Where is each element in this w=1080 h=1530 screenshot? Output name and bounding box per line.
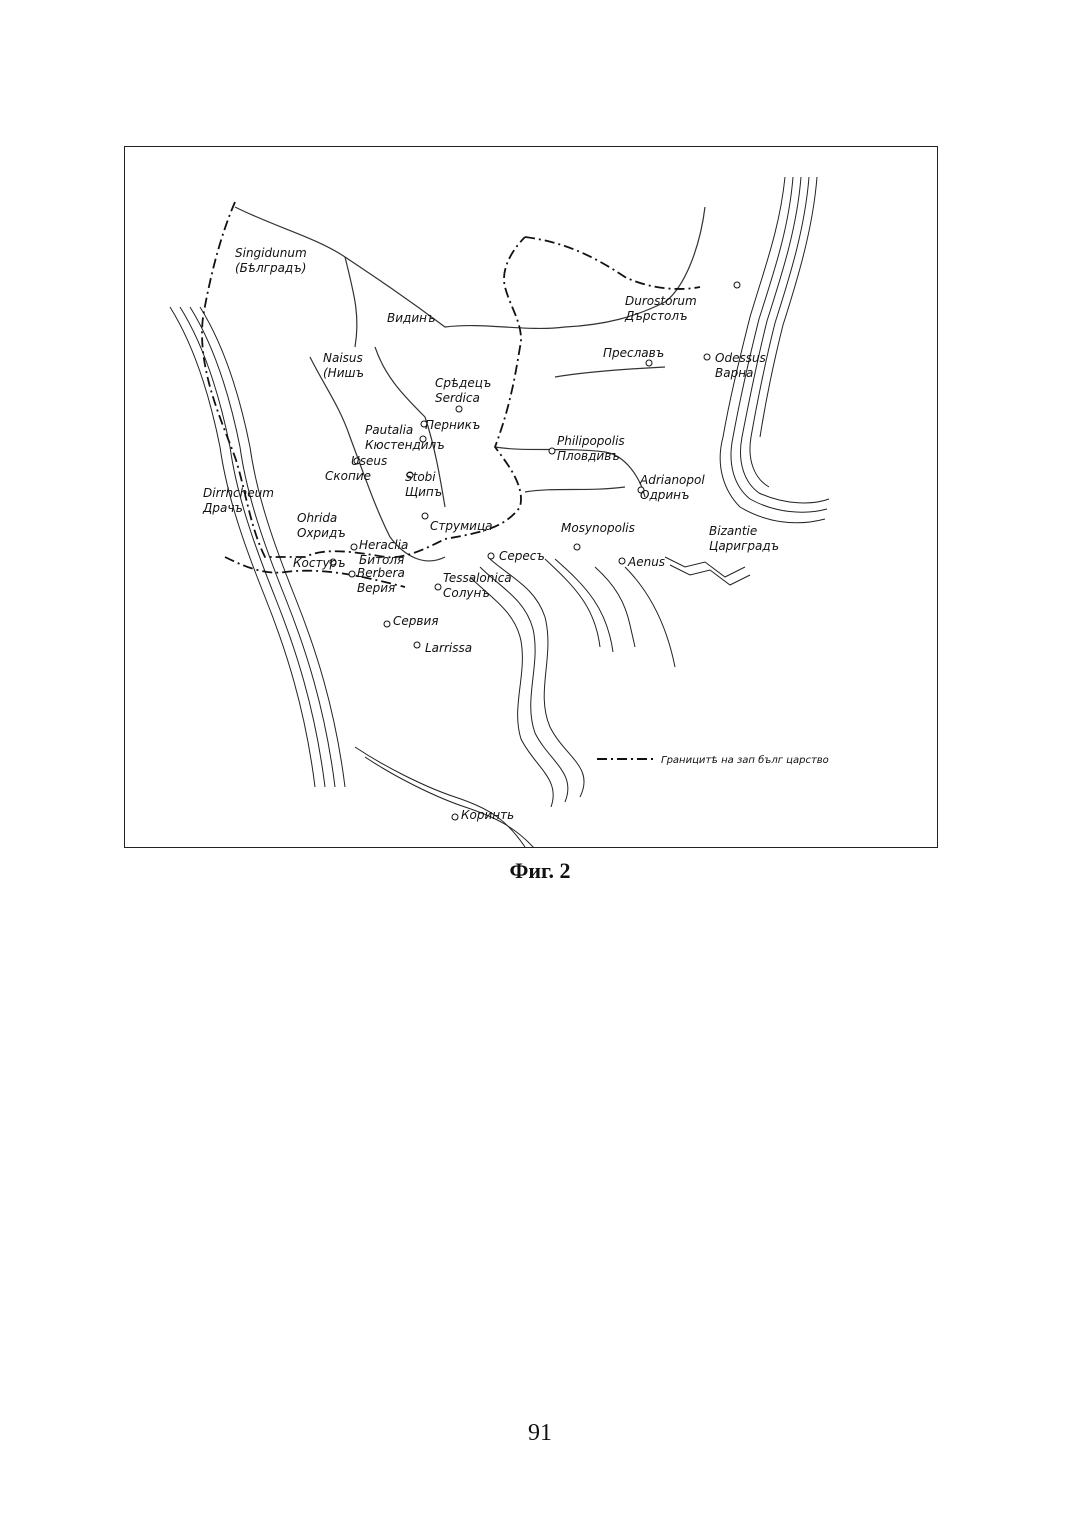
city-marker-durostorum — [734, 282, 740, 288]
place-label-byzantion: Bizantie — [709, 524, 758, 538]
city-marker-seres — [488, 553, 494, 559]
place-label-korinth: Коринть — [461, 808, 515, 822]
map-figure — [124, 146, 938, 848]
place-label-sredets: Serdica — [435, 391, 480, 405]
page-number: 91 — [528, 1420, 552, 1446]
place-label-useus: Useus — [351, 454, 388, 468]
place-label-pautalia: Кюстендилъ — [365, 438, 445, 452]
place-label-adrianopol: Adrianopol — [640, 473, 705, 487]
figure-caption: Фиг. 2 — [509, 858, 571, 883]
legend-label: Границитѣ на зап бълг царство — [661, 755, 829, 766]
place-labels — [202, 246, 779, 822]
city-marker-sredets — [456, 406, 462, 412]
place-label-naissus: Naisus — [323, 351, 363, 365]
place-label-philippopolis: Philipopolis — [557, 434, 625, 448]
place-label-dirrachium: Драчъ — [203, 501, 243, 515]
city-marker-mosynopolis — [574, 544, 580, 550]
city-marker-korinth — [452, 814, 458, 820]
place-label-durostorum: Дърстолъ — [625, 309, 688, 323]
place-label-thessalonica: Tessalonica — [443, 571, 512, 585]
place-label-odessus: Варна — [715, 366, 754, 380]
place-label-pautalia: Pautalia — [365, 423, 414, 437]
city-marker-larissa — [414, 642, 420, 648]
place-label-servia: Сервия — [393, 614, 439, 628]
place-label-singidunum: Singidunum — [235, 246, 307, 260]
city-marker-odessus — [704, 354, 710, 360]
place-label-sredets: Срѣдецъ — [435, 376, 492, 390]
city-marker-preslav — [646, 360, 652, 366]
city-marker-berrhoea — [349, 571, 355, 577]
historical-map — [125, 147, 938, 848]
city-marker-thessalonica — [435, 584, 441, 590]
place-label-pernik: Перникъ — [425, 418, 481, 432]
place-label-ohrida: Ohrida — [297, 511, 338, 525]
place-label-strumitsa: Струмица — [430, 519, 493, 533]
legend — [597, 754, 829, 766]
city-marker-ainos — [619, 558, 625, 564]
place-label-odessus: Odessus — [715, 351, 766, 365]
coastline-black-sea — [720, 177, 829, 523]
city-marker-servia — [384, 621, 390, 627]
city-marker-heraclea — [351, 544, 357, 550]
place-label-naissus: (Нишъ — [323, 366, 364, 380]
place-label-durostorum: Durostorum — [625, 294, 697, 308]
city-marker-philippopolis — [549, 448, 555, 454]
place-label-stobi: Stobi — [405, 470, 436, 484]
place-label-seres: Сересъ — [499, 549, 545, 563]
place-label-singidunum: (Бѣлградъ) — [235, 261, 307, 275]
place-label-ohrida: Охридъ — [297, 526, 346, 540]
city-marker-strumitsa — [422, 513, 428, 519]
place-label-heraclea: Heraclia — [359, 538, 409, 552]
place-label-byzantion: Цариградъ — [709, 539, 780, 553]
place-label-berrhoea: Berbera — [357, 566, 405, 580]
place-label-larissa: Larrissa — [425, 641, 473, 655]
place-label-berrhoea: Верия — [357, 581, 396, 595]
place-label-thessalonica: Солунъ — [443, 586, 490, 600]
place-label-preslav: Преславъ — [603, 346, 665, 360]
place-label-dirrachium: Dirrhcheum — [203, 486, 274, 500]
place-label-philippopolis: Пловдивъ — [557, 449, 620, 463]
place-label-kostur: Костуръ — [293, 556, 346, 570]
place-label-skopie: Скопие — [325, 469, 371, 483]
place-label-mosynopolis: Mosynopolis — [561, 521, 635, 535]
coastline-aegean — [470, 557, 750, 807]
place-label-adrianopol: Одринъ — [640, 488, 690, 502]
place-label-stobi: Щипъ — [405, 485, 443, 499]
place-label-heraclea: Битоля — [359, 553, 405, 567]
place-label-vidin: Видинъ — [387, 311, 436, 325]
place-label-ainos: Aenus — [628, 555, 666, 569]
